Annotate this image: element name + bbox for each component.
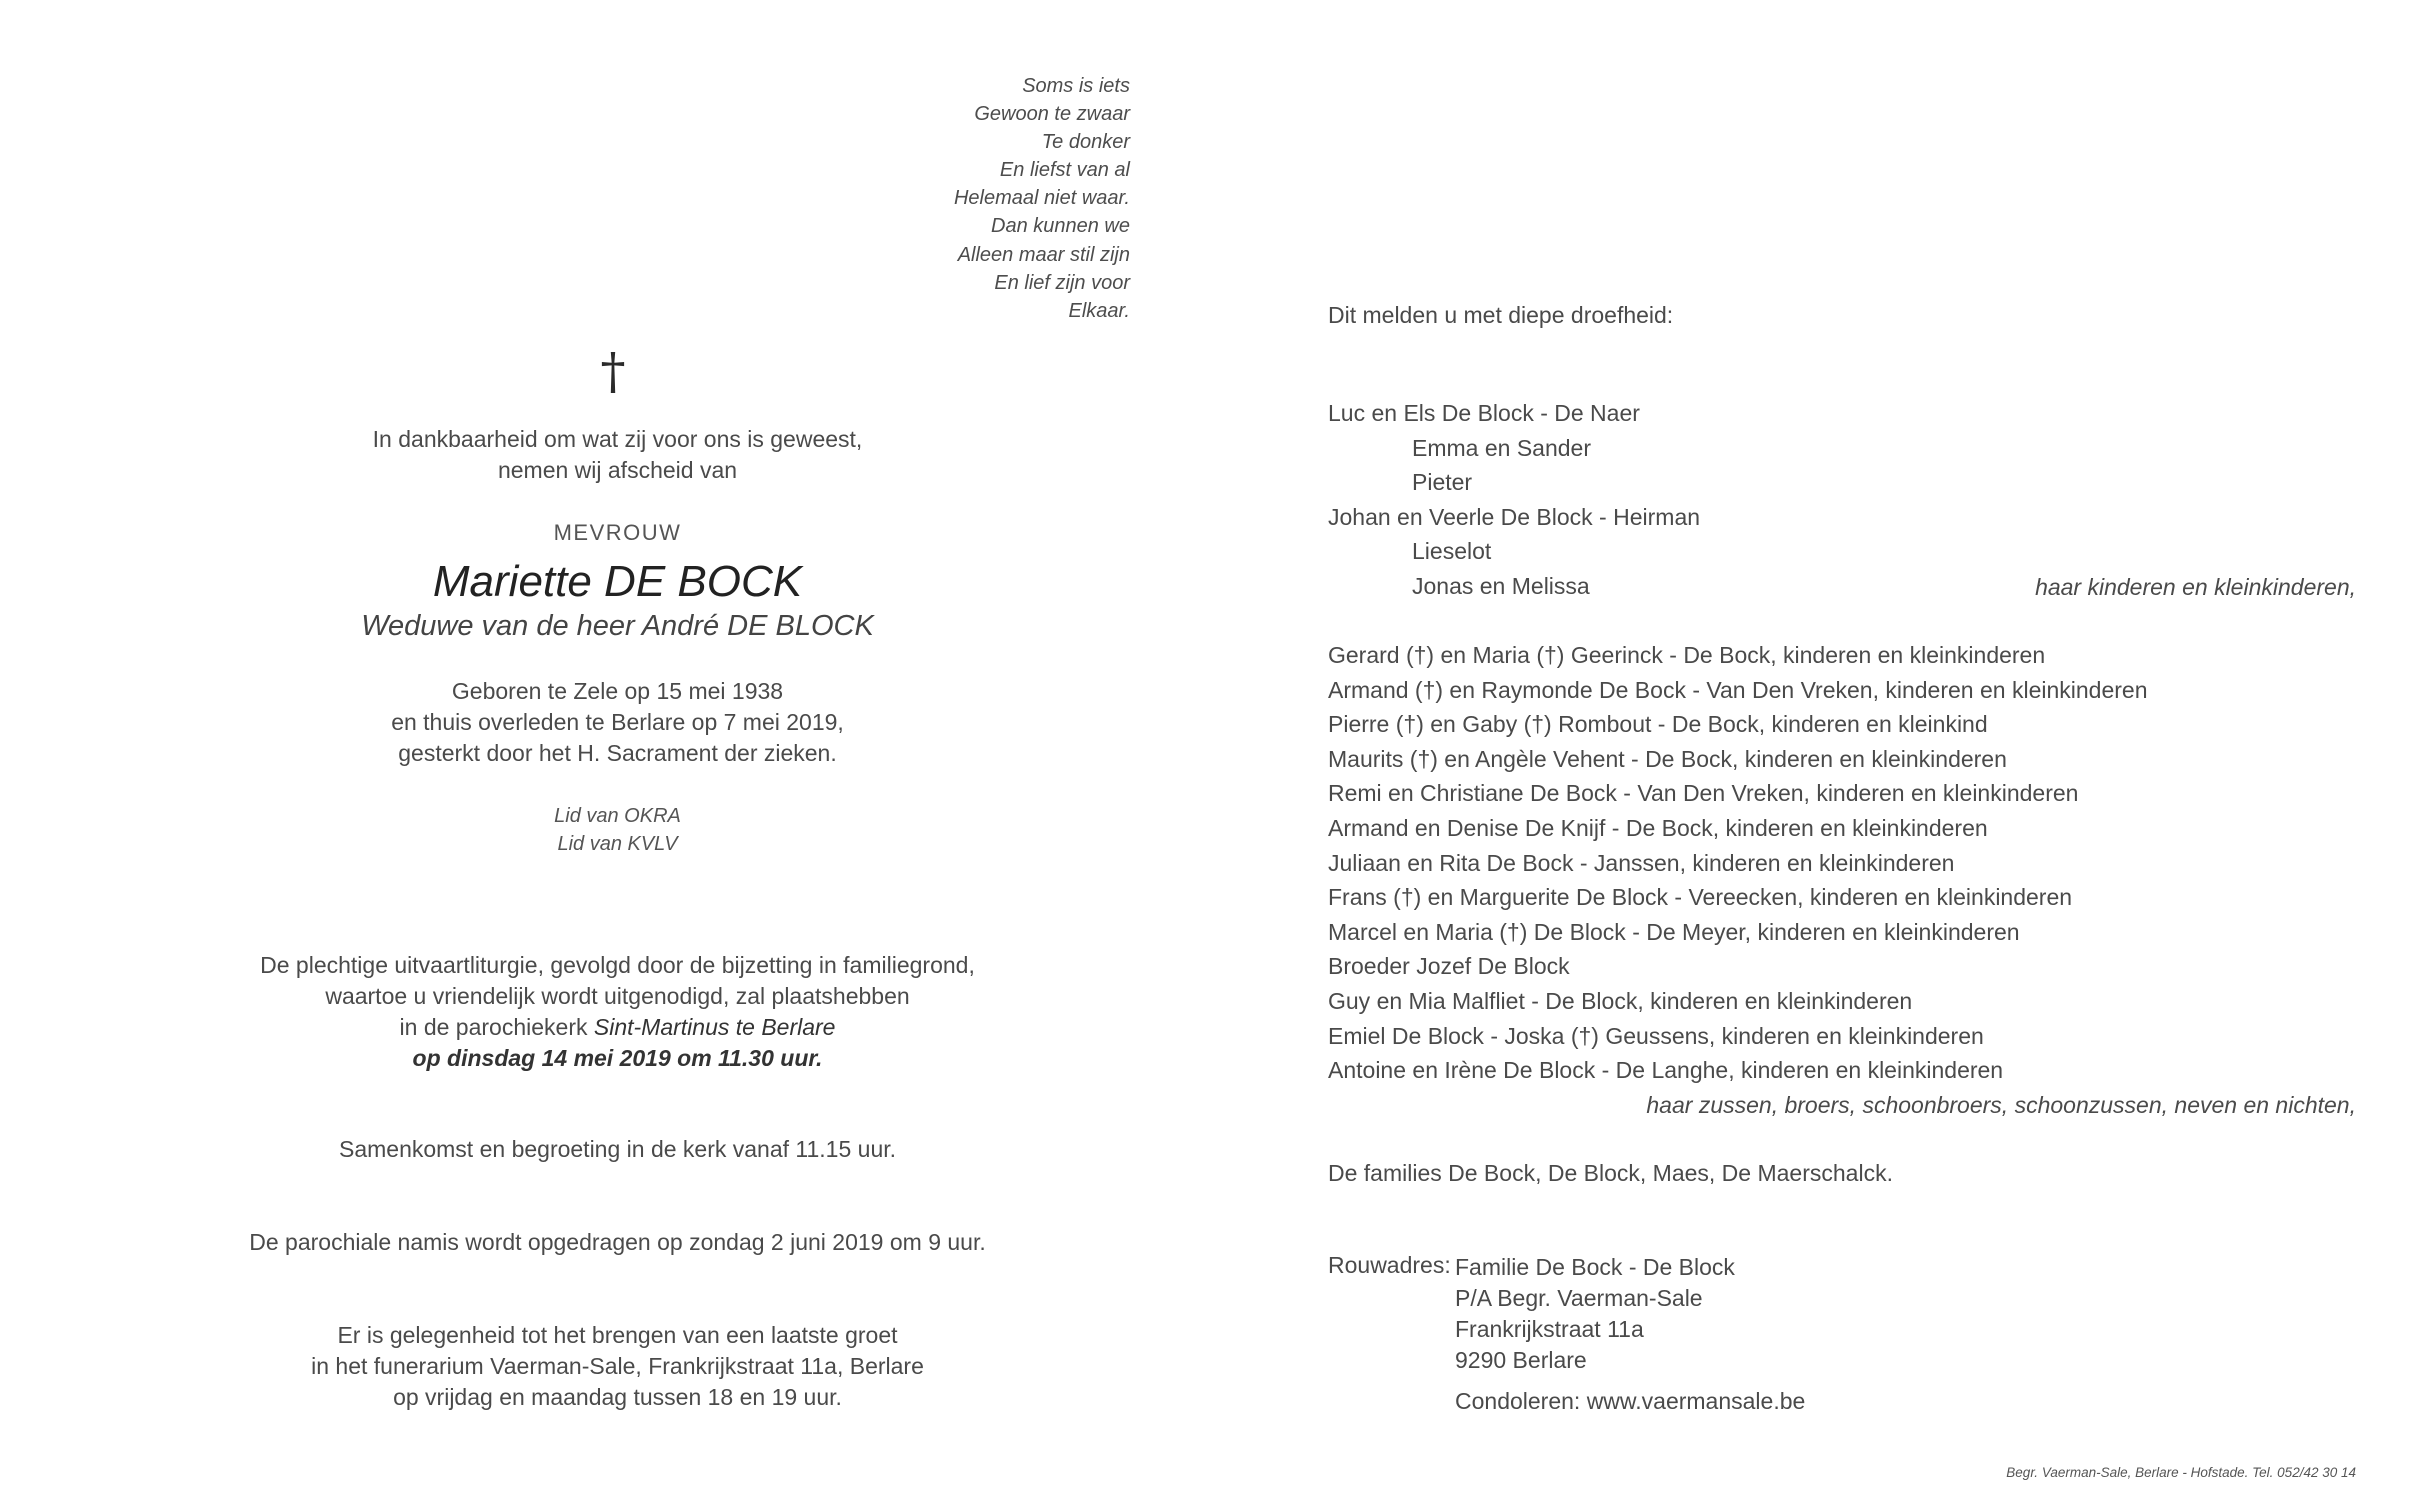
life-line: en thuis overleden te Berlare op 7 mei 2019, (391, 709, 844, 735)
list-item: Armand en Denise De Knijf - De Bock, kinderen en kleinkinderen (1328, 814, 1988, 841)
list-item: Johan en Veerle De Block - Heirman (1328, 503, 1701, 530)
list-item: Remi en Christiane De Bock - Van Den Vreken, kinderen en kleinkinderen (1328, 780, 2079, 807)
funeral-line (140, 1012, 1095, 1043)
list-item: Antoine en Irène De Block - De Langhe, kinderen en kleinkinderen (1328, 1057, 2004, 1084)
poem-line: Elkaar. (1068, 299, 1130, 322)
families: De families De Bock, De Block, Maes, De Maerschalck. (1328, 1160, 1893, 1186)
memberships (140, 802, 1095, 858)
address-line: P/A Begr. Vaerman-Sale (1455, 1285, 1703, 1311)
poem-line: En liefst van al (999, 159, 1130, 182)
life-line: gesterkt door het H. Sacrament der zieken. (398, 740, 837, 766)
list-item: Juliaan en Rita De Bock - Janssen, kinderen en kleinkinderen (1328, 849, 1955, 876)
poem-line: Te donker (1041, 131, 1130, 154)
list-item: Gerard (†) en Maria (†) Geerinck - De Bock, kinderen en kleinkinderen (1328, 642, 2046, 668)
list-item: Lieselot (1412, 538, 1492, 565)
address-line: Frankrijkstraat 11a (1455, 1316, 1644, 1342)
membership: Lid van OKRA (554, 805, 681, 827)
poem-line: Alleen maar stil zijn (957, 243, 1130, 266)
life-details (140, 676, 1095, 769)
list-item: Jonas en Melissa (1412, 572, 1590, 599)
poem-line: Gewoon te zwaar (974, 103, 1130, 126)
list-item: Frans (†) en Marguerite De Block - Vereecken, kinderen en kleinkinderen (1328, 884, 2073, 911)
intro (140, 424, 1095, 486)
list-item: Emiel De Block - Joska (†) Geussens, kinderen en kleinkinderen (1328, 1022, 1984, 1049)
visitation-line: op vrijdag en maandag tussen 18 en 19 uur. (393, 1384, 842, 1410)
funeral-line-prefix: in de parochiekerk (399, 1014, 594, 1040)
funeral-line: De plechtige uitvaartliturgie, gevolgd door de bijzetting in familiegrond, (260, 952, 975, 978)
life-line: Geboren te Zele op 15 mei 1938 (451, 678, 784, 704)
list-item: Armand (†) en Raymonde De Bock - Van Den Vreken, kinderen en kleinkinderen (1328, 676, 2148, 703)
list-item: Marcel en Maria (†) De Block - De Meyer, kinderen en kleinkinderen (1328, 918, 2020, 945)
poem-line: Soms is iets (1022, 75, 1130, 97)
list-item: Maurits (†) en Angèle Vehent - De Bock, kinderen en kleinkinderen (1328, 745, 2007, 772)
funeral-line: waartoe u vriendelijk wordt uitgenodigd, zal plaatshebben (325, 983, 910, 1009)
widow-of: Weduwe van de heer André DE BLOCK (361, 610, 874, 642)
membership: Lid van KVLV (557, 833, 678, 855)
condolences: Condoleren: www.vaermansale.be (1455, 1388, 1806, 1414)
footer-credit: Begr. Vaerman-Sale, Berlare - Hofstade. Tel. 052/42 30 14 (2006, 1465, 2356, 1480)
list-item: Broeder Jozef De Block (1328, 953, 1570, 980)
poem-line: Helemaal niet waar. (953, 187, 1130, 210)
gathering: Samenkomst en begroeting in de kerk vanaf 11.15 uur. (338, 1136, 897, 1162)
address-line: 9290 Berlare (1455, 1347, 1587, 1373)
address (1455, 1252, 1735, 1376)
deceased-name: Mariette DE BOCK (432, 557, 803, 606)
list-item: Pierre (†) en Gaby (†) Rombout - De Bock, kinderen en kleinkind (1328, 711, 1988, 738)
intro-line: In dankbaarheid om wat zij voor ons is geweest, (372, 426, 863, 452)
poem-line: En lief zijn voor (994, 271, 1130, 294)
poem-line: Dan kunnen we (991, 215, 1130, 238)
funeral-church: Sint-Martinus te Berlare (593, 1014, 836, 1040)
funeral-datetime: op dinsdag 14 mei 2019 om 11.30 uur. (412, 1045, 823, 1071)
poem (780, 72, 1130, 325)
list-item: Luc en Els De Block - De Naer (1328, 400, 1640, 426)
visitation-line: in het funerarium Vaerman-Sale, Frankrijkstraat 11a, Berlare (311, 1353, 924, 1379)
visitation-line: Er is gelegenheid tot het brengen van een laatste groet (337, 1322, 898, 1348)
intro-line: nemen wij afscheid van (497, 457, 738, 483)
siblings-list (1328, 638, 2148, 1088)
list-item: Pieter (1412, 469, 1473, 496)
visitation (140, 1320, 1095, 1413)
funeral-info (140, 950, 1095, 1074)
title-prefix: MEVROUW (553, 520, 682, 545)
address-line: Familie De Bock - De Block (1455, 1254, 1735, 1280)
cross-icon: † (600, 342, 626, 400)
list-item: Guy en Mia Malfliet - De Block, kinderen en kleinkinderen (1328, 987, 1913, 1014)
list-item: Emma en Sander (1412, 434, 1591, 461)
announcement: Dit melden u met diepe droefheid: (1328, 302, 1674, 328)
after-mass: De parochiale namis wordt opgedragen op zondag 2 juni 2019 om 9 uur. (249, 1229, 986, 1255)
children-list (1328, 396, 1700, 604)
children-caption: haar kinderen en kleinkinderen, (2035, 574, 2356, 600)
address-label: Rouwadres: (1328, 1252, 1451, 1278)
siblings-caption: haar zussen, broers, schoonbroers, schoonzussen, neven en nichten, (1646, 1092, 2356, 1118)
